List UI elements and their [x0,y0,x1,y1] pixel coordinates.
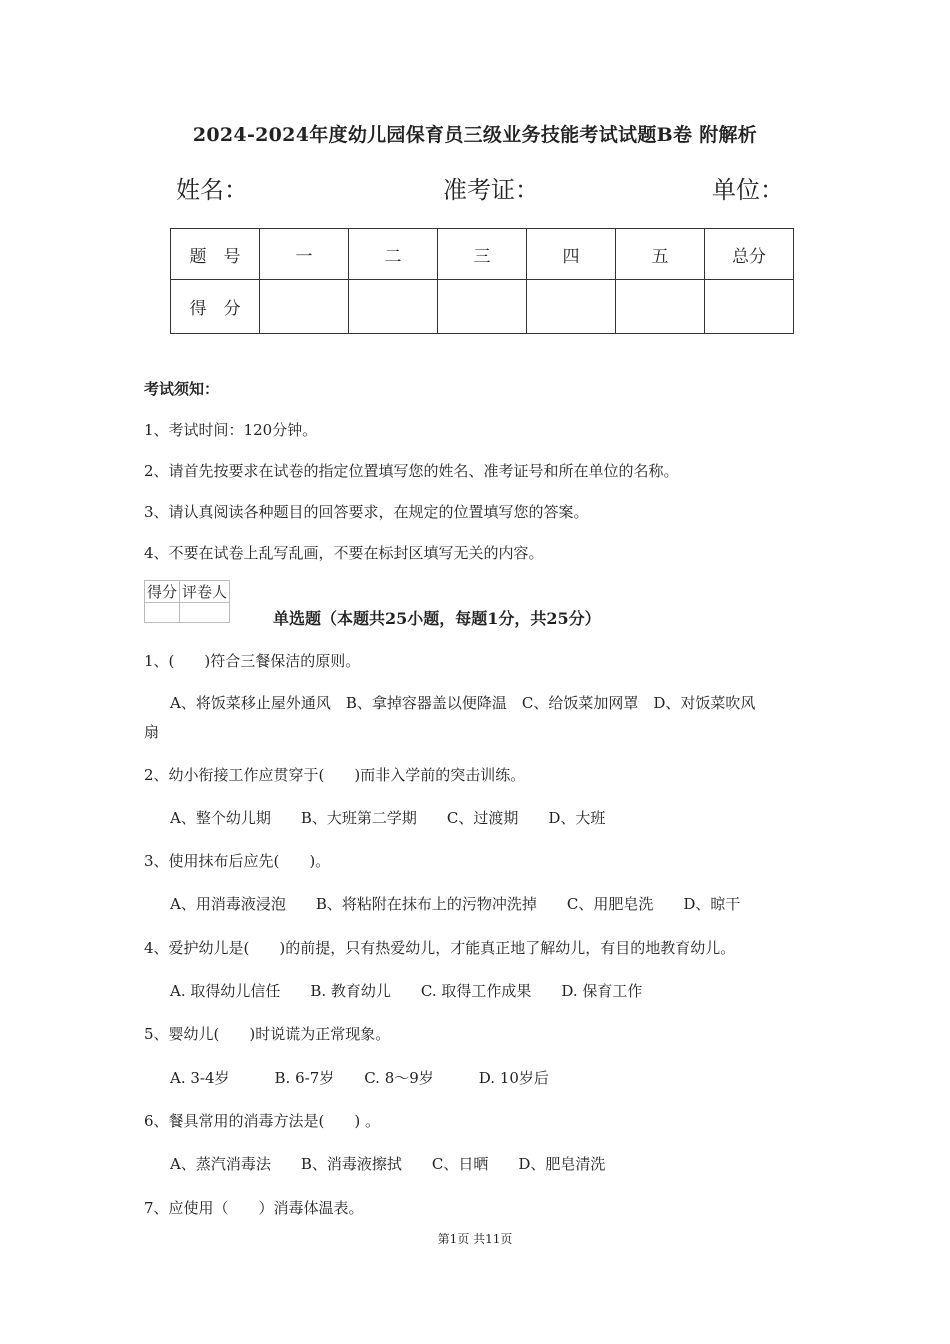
score-cell [705,280,794,334]
notice-item: 1、考试时间：120分钟。 [144,421,318,439]
notice-heading: 考试须知： [144,380,220,398]
score-table-header-cell: 三 [438,229,527,280]
score-table-header-row [171,229,794,280]
score-table [170,228,794,334]
exam-id-field-label: 准考证： [443,176,539,204]
score-table-header-cell: 四 [527,229,616,280]
question-stem: 4、爱护幼儿是( )的前提，只有热爱幼儿，才能真正地了解幼儿，有目的地教育幼儿。 [144,939,736,957]
grader-box-grader-label: 评卷人 [180,581,230,603]
grader-box-score-label: 得分 [145,581,180,603]
question-options: A、用消毒液浸泡 B、将粘附在抹布上的污物冲洗掉 C、用肥皂洗 D、晾干 [170,895,741,913]
score-cell [527,280,616,334]
notice-item: 2、请首先按要求在试卷的指定位置填写您的姓名、准考证号和所在单位的名称。 [144,462,679,480]
question-options: A. 3-4岁 B. 6-7岁 C. 8～9岁 D. 10岁后 [170,1069,549,1087]
grader-box [144,580,230,623]
question-stem: 1、( )符合三餐保洁的原则。 [144,652,361,670]
question-options: A、将饭菜移止屋外通风 B、拿掉容器盖以便降温 C、给饭菜加网罩 D、对饭菜吹风 [170,694,756,712]
score-table-header-cell: 总分 [705,229,794,280]
question-options: A、整个幼儿期 B、大班第二学期 C、过渡期 D、大班 [170,809,606,827]
score-row-label: 得 分 [171,280,260,334]
question-stem: 7、应使用（ ）消毒体温表。 [144,1199,364,1217]
score-table-header-cell: 二 [349,229,438,280]
question-options-wrap: 扇 [144,723,160,741]
section-title: 单选题（本题共25小题，每题1分，共25分） [273,609,601,628]
score-cell [616,280,705,334]
question-stem: 5、婴幼儿( )时说谎为正常现象。 [144,1025,391,1043]
question-options: A. 取得幼儿信任 B. 教育幼儿 C. 取得工作成果 D. 保育工作 [170,982,643,1000]
notice-item: 3、请认真阅读各种题目的回答要求，在规定的位置填写您的答案。 [144,503,589,521]
grader-box-score-cell [145,603,180,623]
question-stem: 6、餐具常用的消毒方法是( ) 。 [144,1112,381,1130]
score-cell [349,280,438,334]
name-field-label: 姓名： [176,176,248,204]
score-cell [260,280,349,334]
score-table-header-cell: 一 [260,229,349,280]
question-stem: 2、幼小衔接工作应贯穿于( )而非入学前的突击训练。 [144,766,526,784]
notice-item: 4、不要在试卷上乱写乱画，不要在标封区填写无关的内容。 [144,544,544,562]
document-title: 2024-2024年度幼儿园保育员三级业务技能考试试题B卷 附解析 [192,124,758,146]
score-table-header-cell: 五 [616,229,705,280]
unit-field-label: 单位： [712,176,784,204]
score-table-score-row [171,280,794,334]
grader-box-grader-cell [180,603,230,623]
page-footer: 第1页 共11页 [437,1232,513,1246]
score-table-header-cell: 题 号 [171,229,260,280]
question-options: A、蒸汽消毒法 B、消毒液擦拭 C、日晒 D、肥皂清洗 [170,1155,606,1173]
score-cell [438,280,527,334]
question-stem: 3、使用抹布后应先( )。 [144,852,331,870]
